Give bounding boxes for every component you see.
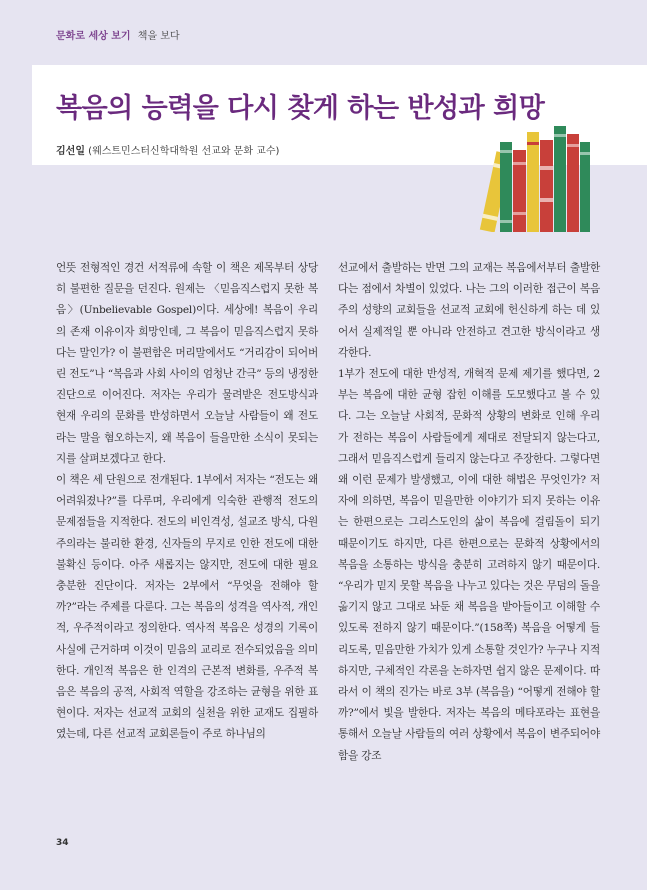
left-column xyxy=(56,258,318,746)
author-line xyxy=(56,142,279,157)
paragraph: 선교에서 출발하는 반면 그의 교재는 복음에서부터 출발한다는 점에서 차별이 있었다. 나는 그의 이러한 접근이 복음주의 성향의 교회들을 선교적 교회에 헌신하게 하는 데 있어서 실제적일 뿐 아니라 안전하고 견고한 방식이라고 생각한다. xyxy=(338,262,600,359)
books-illustration xyxy=(470,120,620,232)
article-title: 복음의 능력을 다시 찾게 하는 반성과 희망 xyxy=(56,93,545,124)
paragraph: 1부가 전도에 대한 반성적, 개혁적 문제 제기를 했다면, 2부는 복음에 대한 균형 잡힌 이해를 도모했다고 볼 수 있다. 그는 오늘날 사회적, 문화적 상황의 변화로 인해 우리가 전하는 복음이 사람들에게 제대로 전달되지 않는다고, 그래서 믿음직스럽게 들리지 않는다고 주장한다. 그렇다면 왜 이런 문제가 발생했고, 이에 대한 해법은 무엇인가? 저자에 의하면, 복음이 믿을만한 이야기가 되지 못하는 이유는 한편으로는 그리스도인의 삶이 복음에 걸림돌이 되기 때문이기도 하지만, 다른 한편으로는 문화적 상황에서의 복음을 소통하는 방식을 충분히 고려하지 않기 때문이다. “우리가 믿지 못할 복음을 나누고 있다는 것은 무덤의 돌을 옮기지 않고 그대로 놔둔 채 복음을 받아들이고 이해할 수 있도록 전하지 않기 때문이다.”(158쪽) 복음을 어떻게 들리도록, 믿음만한 가치가 있게 소통할 것인가? 누구나 지적하지만, 구체적인 각론을 논하자면 쉽지 않은 문제이다. 따라서 이 책의 진가는 바로 3부 (복음을) “어떻게 전해야 할까?”에서 빛을 발한다. 저자는 복음의 메타포라는 표현을 통해서 오늘날 사람들의 여러 상황에서 복음이 변주되어야 함을 강조 xyxy=(338,368,600,762)
author-name: 김선일 xyxy=(56,146,85,157)
section-label: 문화로 세상 보기 xyxy=(56,31,131,42)
subsection-label: 책을 보다 xyxy=(137,31,180,42)
right-column xyxy=(338,258,600,767)
page-number: 34 xyxy=(56,838,69,848)
author-affiliation: (웨스트민스터신학대학원 선교와 문화 교수) xyxy=(88,146,280,157)
paragraph: 이 책은 세 단원으로 전개된다. 1부에서 저자는 “전도는 왜 어려워졌나?”를 다루며, 우리에게 익숙한 관행적 전도의 문제점들을 지적한다. 전도의 비인격성, 설교조 방식, 다원주의라는 불리한 환경, 신자들의 무지로 인한 전도에 대한 불확신 등이다. 아주 새롭지는 않지만, 전도에 대한 필요 충분한 진단이다. 저자는 2부에서 “무엇을 전해야 할까?”라는 주제를 다룬다. 그는 복음의 성격을 역사적, 개인적, 우주적이라고 정의한다. 역사적 복음은 성경의 기록이 사실에 근거하며 이것이 믿음의 교리로 전수되었음을 의미한다. 개인적 복음은 한 인격의 근본적 변화를, 우주적 복음은 복음의 공적, 사회적 역할을 강조하는 균형을 위한 표현이다. 저자는 선교적 교회의 실천을 위한 교재도 집필하였는데, 다른 선교적 교회론들이 주로 하나님의 xyxy=(56,474,318,741)
section-header xyxy=(56,27,180,42)
paragraph: 언뜻 전형적인 경건 서적류에 속할 이 책은 제목부터 상당히 불편한 질문을 던진다. 원제는 〈믿음직스럽지 못한 복음〉(Unbelievable Gospel)이다. 세상에! 복음이 우리의 존재 이유이자 희망인데, 그 복음이 믿음직스럽지 못하다는 말인가? 이 불편함은 머리말에서도 “거리감이 되어버린 전도”나 “복음과 사회 사이의 엄청난 간극” 등의 냉정한 진단으로 이어진다. 저자는 우리가 물려받은 전도방식과 현재 우리의 문화를 반성하면서 오늘날 사람들이 왜 전도라는 말을 혐오하는지, 왜 복음이 들을만한 소식이 못되는지를 살펴보겠다고 한다. xyxy=(56,262,318,465)
